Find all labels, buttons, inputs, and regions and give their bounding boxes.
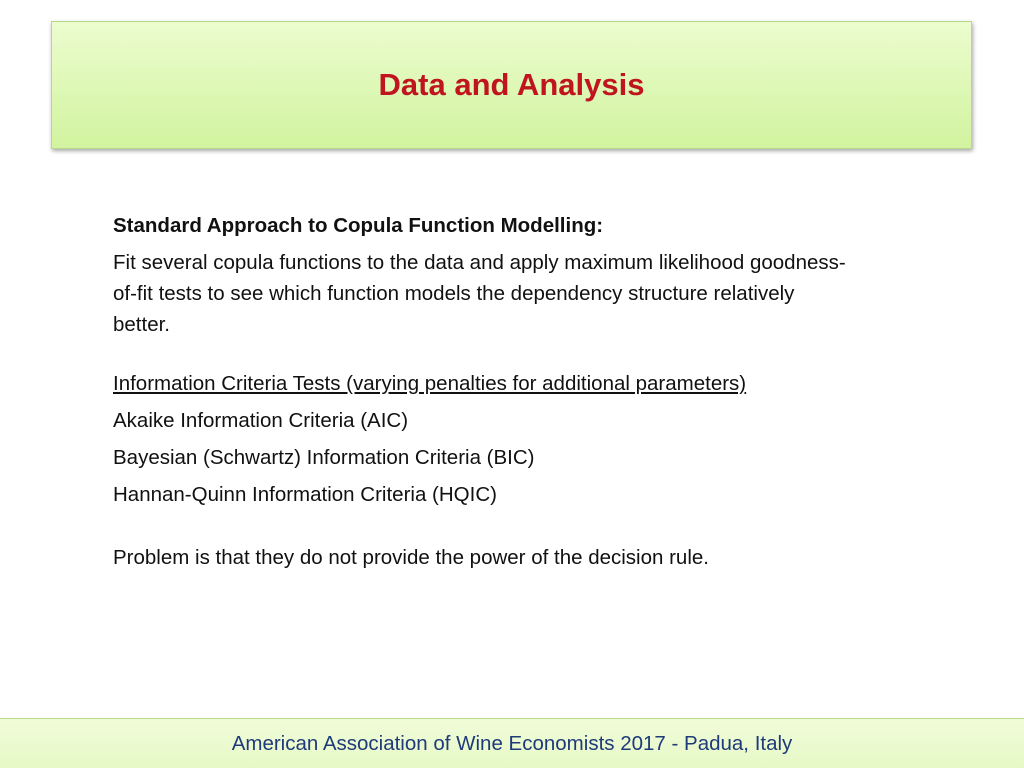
problem-statement: Problem is that they do not provide the power of the decision rule. (113, 546, 709, 569)
paragraph-line: better. (113, 313, 170, 336)
criteria-heading: Information Criteria Tests (varying penalties for additional parameters) (113, 372, 747, 395)
criteria-item-bic: Bayesian (Schwartz) Information Criteria (BIC) (113, 446, 535, 469)
paragraph-line: of-fit tests to see which function models the dependency structure relatively (113, 282, 795, 305)
section-paragraph (113, 247, 973, 340)
criteria-block (113, 365, 973, 513)
criteria-item-hqic: Hannan-Quinn Information Criteria (HQIC) (113, 483, 497, 506)
footer-text: American Association of Wine Economists 2017 - Padua, Italy (231, 731, 793, 755)
section-heading: Standard Approach to Copula Function Modelling: (113, 214, 604, 237)
footer-bar (0, 718, 1024, 768)
title-banner (51, 21, 972, 149)
criteria-item-aic: Akaike Information Criteria (AIC) (113, 409, 409, 432)
paragraph-line: Fit several copula functions to the data and apply maximum likelihood goodness- (113, 251, 846, 274)
slide-title: Data and Analysis (378, 67, 645, 102)
slide-content (113, 210, 973, 573)
